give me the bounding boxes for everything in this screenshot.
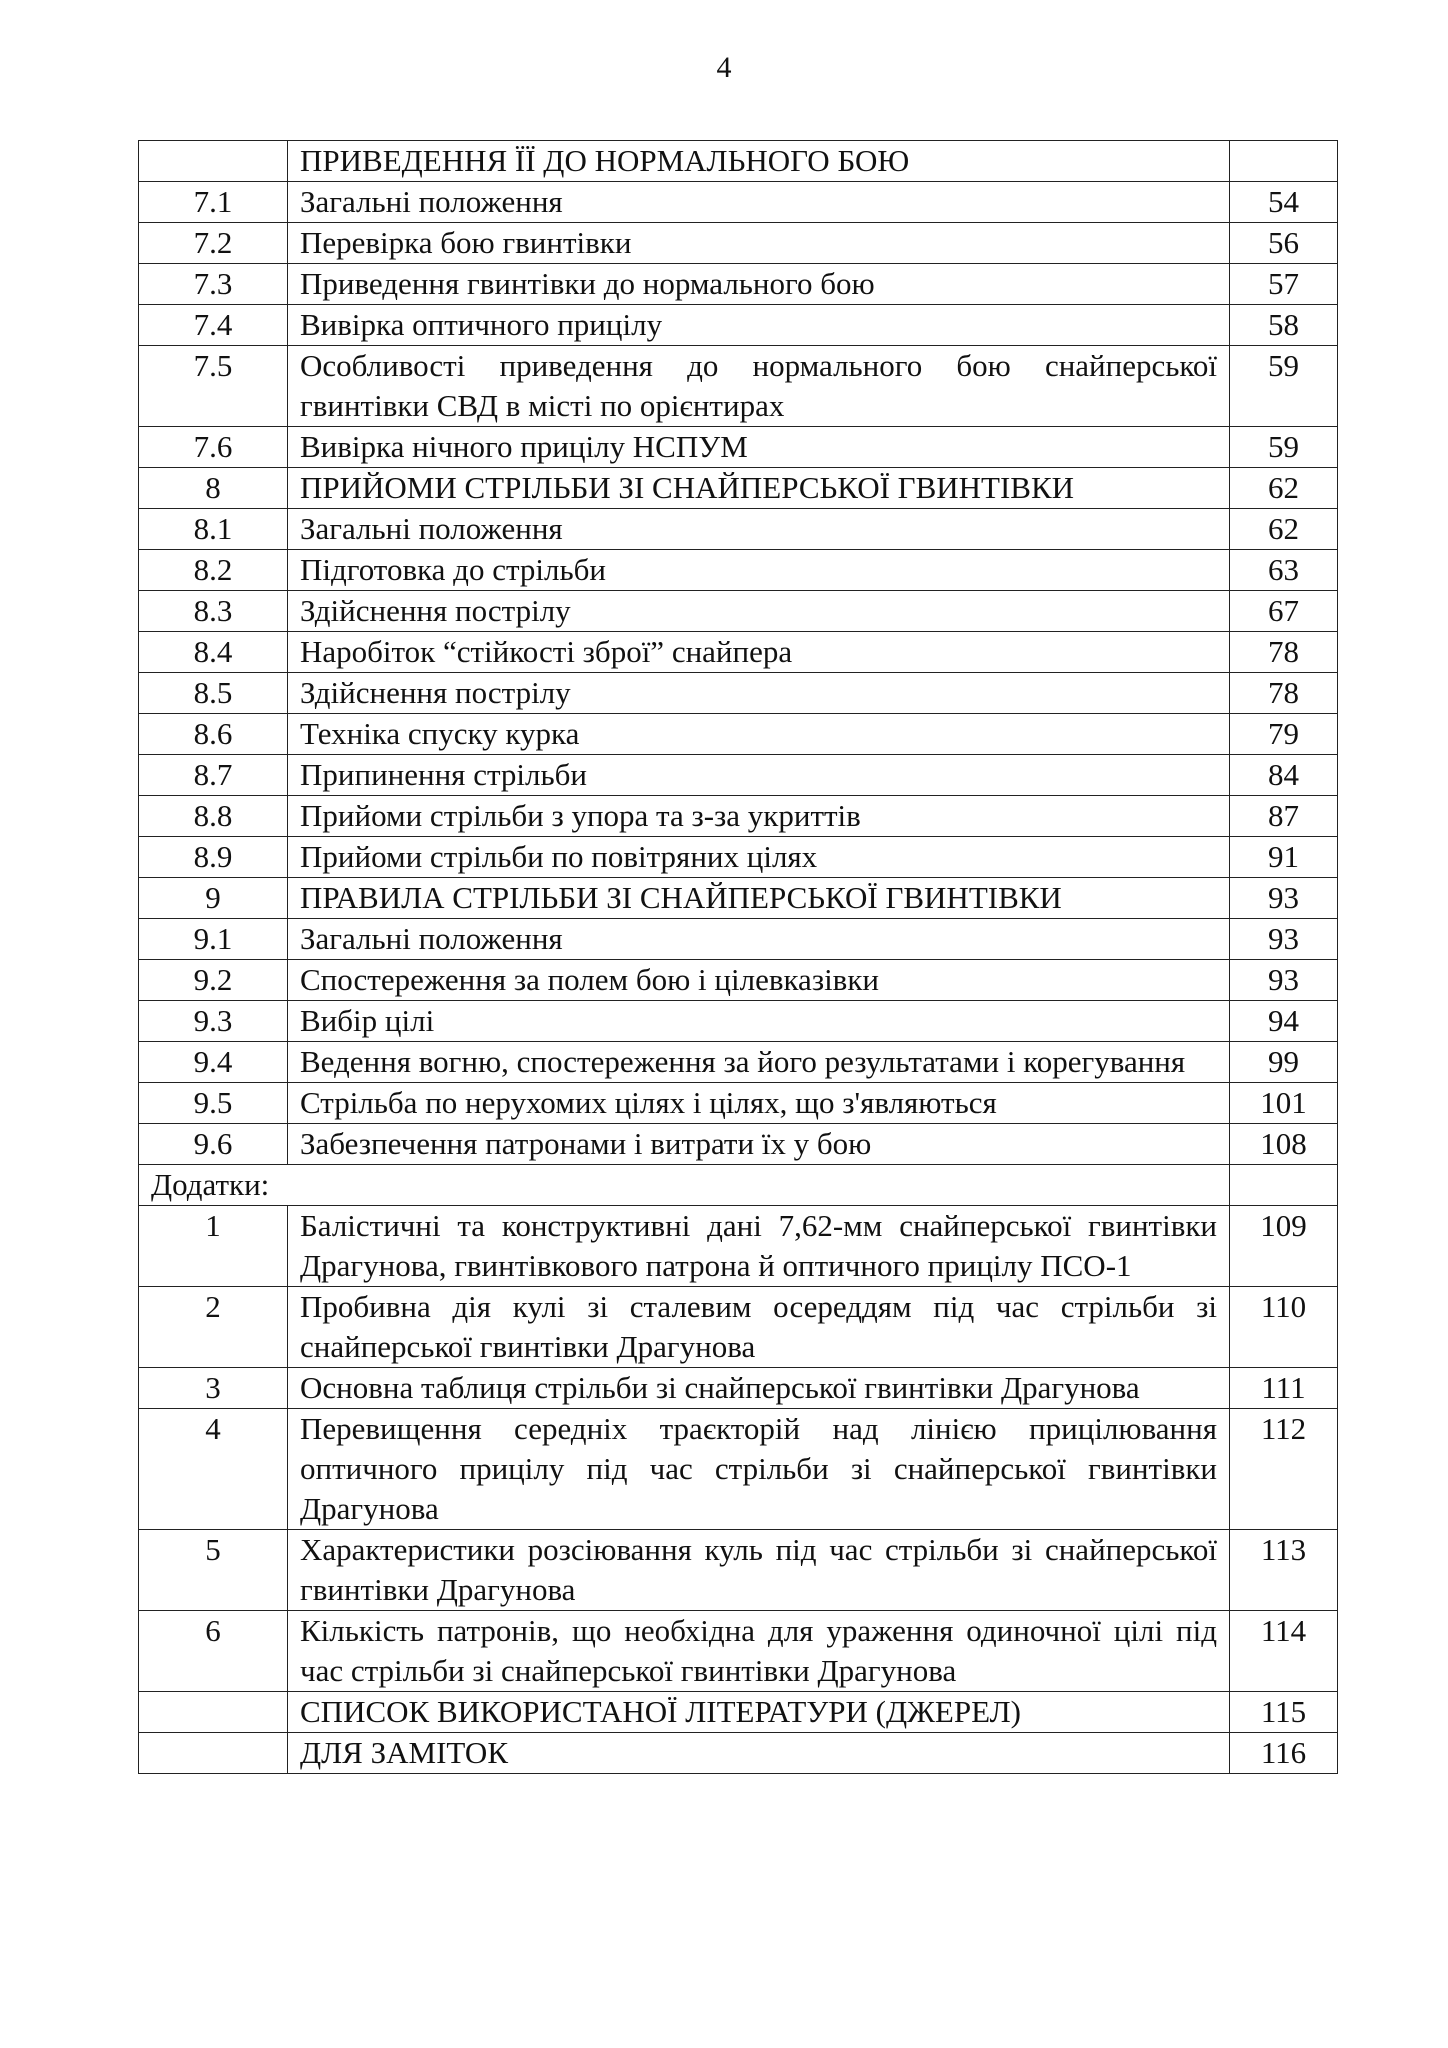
toc-row-number [139, 141, 288, 182]
toc-row-number: 9.6 [139, 1124, 288, 1165]
toc-row [139, 1692, 1338, 1733]
toc-row [139, 714, 1338, 755]
toc-row [139, 1287, 1338, 1368]
toc-row-title: Ведення вогню, спостереження за його результатами і корегування [288, 1042, 1230, 1083]
toc-row-page: 94 [1230, 1001, 1338, 1042]
toc-row-number: 7.1 [139, 182, 288, 223]
toc-row-number: 1 [139, 1206, 288, 1287]
toc-row-number: 8.4 [139, 632, 288, 673]
toc-row-number: 8.3 [139, 591, 288, 632]
toc-row-title: ПРИЙОМИ СТРІЛЬБИ ЗІ СНАЙПЕРСЬКОЇ ГВИНТІВКИ [288, 468, 1230, 509]
toc-row-page: 112 [1230, 1409, 1338, 1530]
toc-row [139, 591, 1338, 632]
toc-row [139, 919, 1338, 960]
toc-row-page: 79 [1230, 714, 1338, 755]
toc-row [139, 305, 1338, 346]
toc-row-page: 67 [1230, 591, 1338, 632]
toc-row-page: 62 [1230, 468, 1338, 509]
toc-row [139, 1206, 1338, 1287]
toc-row-title: Наробіток “стійкості зброї” снайпера [288, 632, 1230, 673]
toc-row-page: 59 [1230, 427, 1338, 468]
toc-row-title: ПРАВИЛА СТРІЛЬБИ ЗІ СНАЙПЕРСЬКОЇ ГВИНТІВКИ [288, 878, 1230, 919]
toc-row [139, 1042, 1338, 1083]
toc-row-page: 87 [1230, 796, 1338, 837]
toc-row-title: Загальні положення [288, 509, 1230, 550]
toc-row [139, 796, 1338, 837]
toc-row-title: Вибір цілі [288, 1001, 1230, 1042]
toc-appendix-label-row [139, 1165, 1338, 1206]
toc-row-number: 5 [139, 1530, 288, 1611]
toc-row-number: 9.5 [139, 1083, 288, 1124]
toc-row-title: Підготовка до стрільби [288, 550, 1230, 591]
appendix-label: Додатки: [139, 1165, 1230, 1206]
toc-row-number: 9.1 [139, 919, 288, 960]
toc-row-number: 8.2 [139, 550, 288, 591]
toc-row-page: 57 [1230, 264, 1338, 305]
toc-row [139, 1409, 1338, 1530]
toc-row-number: 6 [139, 1611, 288, 1692]
toc-row-title: Техніка спуску курка [288, 714, 1230, 755]
toc-row-page: 78 [1230, 673, 1338, 714]
toc-row-title: Прийоми стрільби по повітряних цілях [288, 837, 1230, 878]
toc-row-title: Приведення гвинтівки до нормального бою [288, 264, 1230, 305]
toc-row-number: 7.5 [139, 346, 288, 427]
toc-row-number: 9.2 [139, 960, 288, 1001]
toc-row-title: ПРИВЕДЕННЯ ЇЇ ДО НОРМАЛЬНОГО БОЮ [288, 141, 1230, 182]
toc-row [139, 141, 1338, 182]
toc-row-page [1230, 1165, 1338, 1206]
toc-row [139, 346, 1338, 427]
toc-row-page: 115 [1230, 1692, 1338, 1733]
toc-row [139, 427, 1338, 468]
toc-row [139, 673, 1338, 714]
toc-row [139, 264, 1338, 305]
toc-row-page: 58 [1230, 305, 1338, 346]
toc-row-page: 59 [1230, 346, 1338, 427]
toc-row-page: 91 [1230, 837, 1338, 878]
toc-row-title: Характеристики розсіювання куль під час стрільби зі снайперської гвинтівки Драгунова [288, 1530, 1230, 1611]
page-number: 4 [716, 51, 732, 84]
toc-row-number [139, 1692, 288, 1733]
toc-row-title: Пробивна дія кулі зі сталевим осереддям під час стрільби зі снайперської гвинтівки Драгунова [288, 1287, 1230, 1368]
toc-row-page: 116 [1230, 1733, 1338, 1774]
toc-row-title: Спостереження за полем бою і цілевказівки [288, 960, 1230, 1001]
toc-row-page: 99 [1230, 1042, 1338, 1083]
toc-row-page: 78 [1230, 632, 1338, 673]
toc-row-number: 8.6 [139, 714, 288, 755]
toc-body [139, 141, 1338, 1774]
toc-row-page: 62 [1230, 509, 1338, 550]
toc-row [139, 878, 1338, 919]
toc-row-number: 8.7 [139, 755, 288, 796]
toc-row-number: 9.3 [139, 1001, 288, 1042]
toc-row [139, 632, 1338, 673]
toc-row [139, 509, 1338, 550]
toc-row-title: СПИСОК ВИКОРИСТАНОЇ ЛІТЕРАТУРИ (ДЖЕРЕЛ) [288, 1692, 1230, 1733]
toc-row-page: 109 [1230, 1206, 1338, 1287]
toc-row [139, 960, 1338, 1001]
toc-row-number: 8.8 [139, 796, 288, 837]
toc-row-page: 114 [1230, 1611, 1338, 1692]
table-of-contents [138, 140, 1338, 1774]
toc-row [139, 755, 1338, 796]
toc-row-title: Загальні положення [288, 919, 1230, 960]
toc-row-number: 7.4 [139, 305, 288, 346]
toc-row-page: 93 [1230, 919, 1338, 960]
toc-row-title: Балістичні та конструктивні дані 7,62-мм снайперської гвинтівки Драгунова, гвинтівкового патрона й оптичного прицілу ПСО-1 [288, 1206, 1230, 1287]
toc-row-number: 8 [139, 468, 288, 509]
toc-row-number: 8.5 [139, 673, 288, 714]
toc-row-page [1230, 141, 1338, 182]
toc-row-title: Перевірка бою гвинтівки [288, 223, 1230, 264]
toc-row [139, 1083, 1338, 1124]
toc-row [139, 1530, 1338, 1611]
toc-row-page: 54 [1230, 182, 1338, 223]
toc-row-number: 3 [139, 1368, 288, 1409]
toc-row-title: Загальні положення [288, 182, 1230, 223]
toc-row-page: 93 [1230, 878, 1338, 919]
toc-row [139, 182, 1338, 223]
toc-row-title: ДЛЯ ЗАМІТОК [288, 1733, 1230, 1774]
toc-row-title: Основна таблиця стрільби зі снайперської гвинтівки Драгунова [288, 1368, 1230, 1409]
toc-row-title: Здійснення пострілу [288, 673, 1230, 714]
toc-row-page: 93 [1230, 960, 1338, 1001]
toc-row-title: Особливості приведення до нормального бою снайперської гвинтівки СВД в місті по орієнтирах [288, 346, 1230, 427]
toc-row-page: 84 [1230, 755, 1338, 796]
toc-row-number: 7.3 [139, 264, 288, 305]
toc-row-page: 111 [1230, 1368, 1338, 1409]
toc-row [139, 1611, 1338, 1692]
toc-row-number [139, 1733, 288, 1774]
toc-row-title: Здійснення пострілу [288, 591, 1230, 632]
toc-row-number: 7.6 [139, 427, 288, 468]
toc-row-number: 8.9 [139, 837, 288, 878]
toc-row-title: Перевищення середніх траєкторій над лінією прицілювання оптичного прицілу під час стрільби зі снайперської гвинтівки Драгунова [288, 1409, 1230, 1530]
toc-row [139, 1733, 1338, 1774]
toc-row-number: 9 [139, 878, 288, 919]
toc-row [139, 1124, 1338, 1165]
toc-row-number: 2 [139, 1287, 288, 1368]
toc-row-page: 113 [1230, 1530, 1338, 1611]
toc-row-title: Кількість патронів, що необхідна для ураження одиночної цілі під час стрільби зі снайперської гвинтівки Драгунова [288, 1611, 1230, 1692]
toc-row-number: 7.2 [139, 223, 288, 264]
toc-row-title: Вивірка оптичного прицілу [288, 305, 1230, 346]
toc-row-page: 101 [1230, 1083, 1338, 1124]
toc-row-page: 63 [1230, 550, 1338, 591]
toc-row-title: Стрільба по нерухомих цілях і цілях, що з'являються [288, 1083, 1230, 1124]
toc-row [139, 223, 1338, 264]
toc-row [139, 1368, 1338, 1409]
toc-row [139, 550, 1338, 591]
toc-row [139, 468, 1338, 509]
toc-row-number: 4 [139, 1409, 288, 1530]
toc-row [139, 1001, 1338, 1042]
toc-row-title: Припинення стрільби [288, 755, 1230, 796]
toc-row-number: 9.4 [139, 1042, 288, 1083]
toc-row-page: 108 [1230, 1124, 1338, 1165]
toc-row-page: 110 [1230, 1287, 1338, 1368]
toc-row-page: 56 [1230, 223, 1338, 264]
toc-row-title: Вивірка нічного прицілу НСПУМ [288, 427, 1230, 468]
toc-row-title: Забезпечення патронами і витрати їх у бою [288, 1124, 1230, 1165]
toc-row [139, 837, 1338, 878]
toc-row-number: 8.1 [139, 509, 288, 550]
toc-row-title: Прийоми стрільби з упора та з-за укриттів [288, 796, 1230, 837]
